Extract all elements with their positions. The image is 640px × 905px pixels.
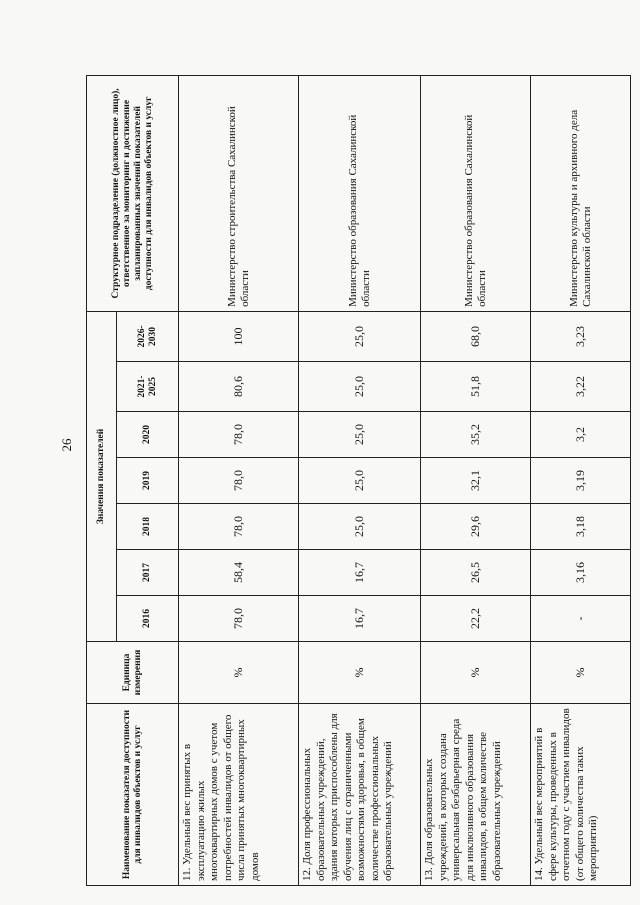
value-cell: 3,19 (531, 458, 631, 504)
value-cell: 78,0 (179, 412, 299, 458)
responsible-department: Министерство строительства Сахалинской области (179, 75, 299, 311)
header-values-group: Значения показателей (87, 311, 117, 641)
responsible-department: Министерство культуры и архивного дела Сахалинской области (531, 75, 631, 311)
header-responsible: Структурное подразделение (должностное лицо), ответственное за мониторинг и достижение запланированных значений показателей доступности для инвалидов объектов и услуг (87, 75, 179, 311)
header-name: Наименование показателя доступности для инвалидов объектов и услуг (87, 704, 179, 886)
value-cell: 3,16 (531, 550, 631, 596)
indicator-name: 12. Доля профессиональных образовательных учреждений, здания которых приспособлены для обучения лиц с ограниченными возможностями здоровья, в общем количестве профессиональных образовательных учреждений (299, 704, 421, 886)
value-cell: 22,2 (421, 596, 531, 642)
indicator-unit: % (179, 642, 299, 704)
header-year: 2020 (117, 412, 179, 458)
indicator-name: 14. Удельный вес мероприятий в сфере культуры, проведенных в отчетном году с участием инвалидов (от общего количества таких мероприятий) (531, 704, 631, 886)
indicator-name: 11. Удельный вес принятых в эксплуатацию жилых многоквартирных домов с учетом потребностей инвалидов от общего числа принятых многоквартирных домов (179, 704, 299, 886)
value-cell: 32,1 (421, 458, 531, 504)
indicator-unit: % (299, 642, 421, 704)
page-number: 26 (59, 438, 74, 452)
value-cell: 25,0 (299, 504, 421, 550)
value-cell: 78,0 (179, 458, 299, 504)
table-row (299, 75, 421, 885)
responsible-department: Министерство образования Сахалинской области (299, 75, 421, 311)
header-unit: Единица измерения (87, 642, 179, 704)
value-cell: 35,2 (421, 412, 531, 458)
responsible-department: Министерство образования Сахалинской области (421, 75, 531, 311)
indicator-unit: % (531, 642, 631, 704)
value-cell: 58,4 (179, 550, 299, 596)
header-year: 2017 (117, 550, 179, 596)
value-cell: 100 (179, 311, 299, 361)
header-year: 2026-2030 (117, 311, 179, 361)
table-row (421, 75, 531, 885)
value-cell: 3,2 (531, 412, 631, 458)
indicator-unit: % (421, 642, 531, 704)
table-row (179, 75, 299, 885)
value-cell: 25,0 (299, 458, 421, 504)
value-cell: 25,0 (299, 412, 421, 458)
value-cell: 25,0 (299, 362, 421, 412)
header-year: 2018 (117, 504, 179, 550)
value-cell: 29,6 (421, 504, 531, 550)
value-cell: - (531, 596, 631, 642)
value-cell: 25,0 (299, 311, 421, 361)
value-cell: 51,8 (421, 362, 531, 412)
table-row (531, 75, 631, 885)
value-cell: 26,5 (421, 550, 531, 596)
header-year: 2019 (117, 458, 179, 504)
value-cell: 78,0 (179, 504, 299, 550)
value-cell: 80,6 (179, 362, 299, 412)
value-cell: 3,22 (531, 362, 631, 412)
landscape-container (86, 76, 630, 886)
value-cell: 16,7 (299, 550, 421, 596)
value-cell: 3,23 (531, 311, 631, 361)
header-year: 2016 (117, 596, 179, 642)
value-cell: 3,18 (531, 504, 631, 550)
value-cell: 78,0 (179, 596, 299, 642)
value-cell: 16,7 (299, 596, 421, 642)
indicators-table (86, 75, 631, 886)
header-year: 2021-2025 (117, 362, 179, 412)
rotated-table-wrapper (86, 76, 630, 886)
value-cell: 68,0 (421, 311, 531, 361)
indicator-name: 13. Доля образовательных учреждений, в которых создана универсальная безбарьерная среда для инклюзивного образования инвалидов, в общем количестве образовательных учреждений (421, 704, 531, 886)
